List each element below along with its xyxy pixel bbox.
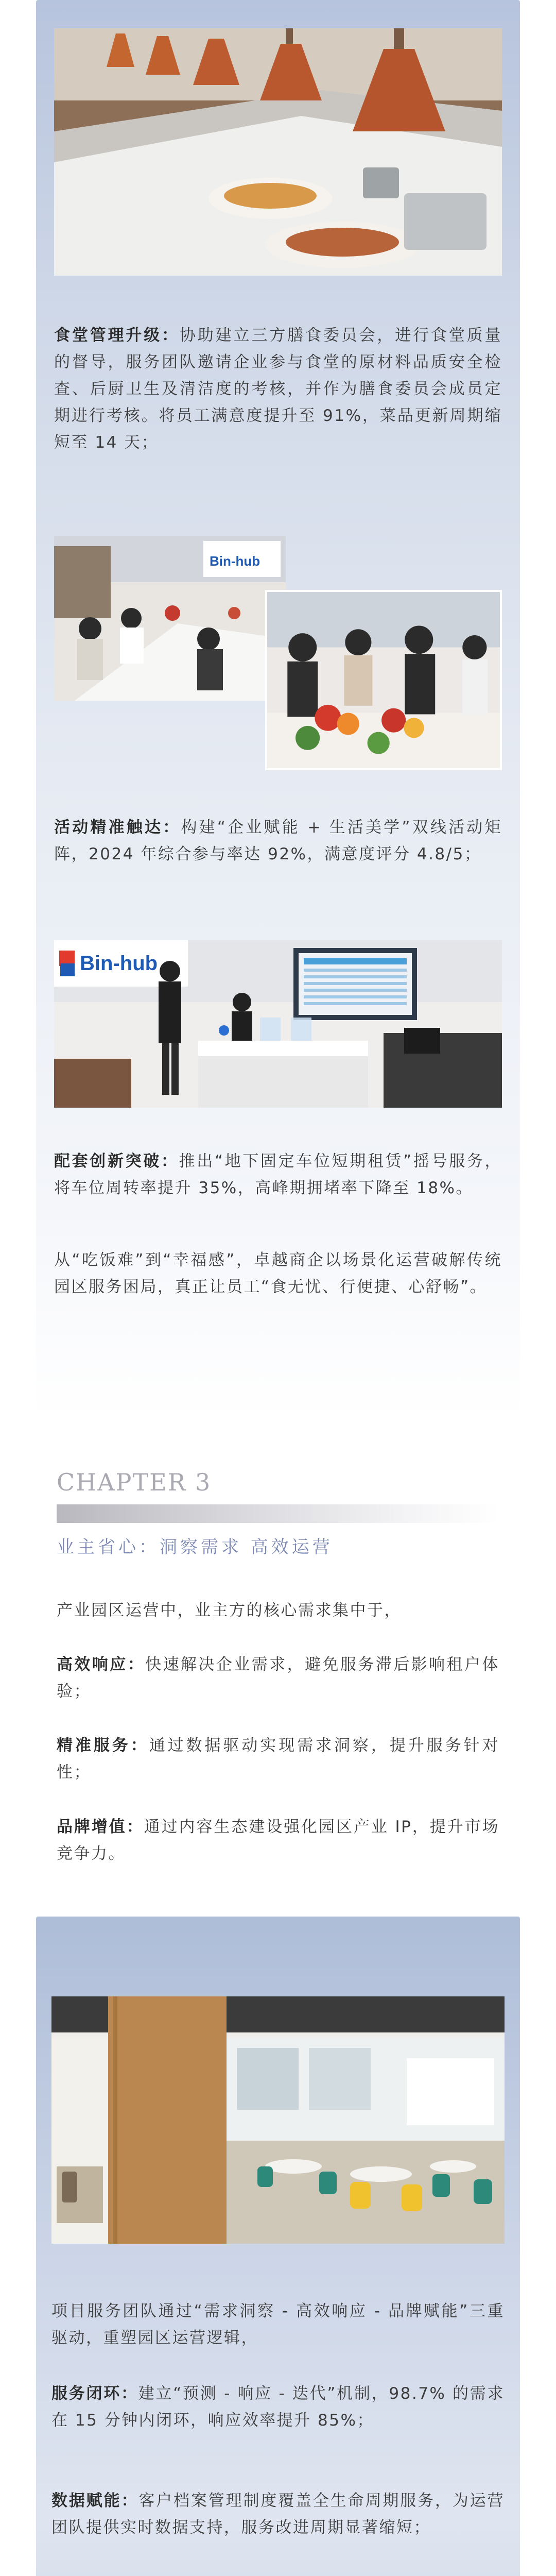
binhub-wall-logo: Bin-hub (210, 553, 260, 569)
team-drive-intro-text: 项目服务团队通过“需求洞察 - 高效响应 - 品牌赋能”三重驱动，重塑园区运营逻辑， (51, 2302, 505, 2347)
data-empower-lead: 数据赋能： (51, 2492, 139, 2510)
service-loop-body: 建立“预测 - 响应 - 迭代”机制，98.7% 的需求在 15 分钟内闭环，响应效率提升 85%； (51, 2384, 505, 2430)
chapter-subtitle: 业主省心：洞察需求 高效运营 (57, 1537, 333, 1557)
parking-innovation-body: 推出“地下固定车位短期租赁”摇号服务，将车位周转率提升 35%，高峰期拥堵率下降至 18%。 (54, 1152, 502, 1197)
data-empower-body: 客户档案管理制度覆盖全生命周期服务，为运营团队提供实时数据支持，服务改进周期显著缩短； (51, 2492, 505, 2537)
owner-need-efficient-response (57, 1651, 499, 1705)
feature-card-canteen (36, 0, 520, 1417)
efficient-response-lead: 高效响应： (57, 1655, 146, 1674)
parking-innovation-lead: 配套创新突破： (54, 1152, 179, 1171)
efficient-response-body: 快速解决企业需求，避免服务滞后影响租户体验； (57, 1655, 499, 1701)
team-drive-intro (51, 2298, 505, 2351)
summary-text: 从“吃饭难”到“幸福感”，卓越商企以场景化运营破解传统园区服务困局，真正让员工“食无忧、行便捷、心舒畅”。 (54, 1251, 502, 1296)
activity-photo-flowers (265, 590, 502, 770)
canteen-upgrade-lead: 食堂管理升级： (54, 326, 180, 345)
parking-innovation-paragraph (54, 1148, 502, 1201)
owner-need-brand-value (57, 1814, 499, 1867)
parking-lottery-photo (54, 940, 502, 1108)
activity-reach-paragraph (54, 814, 502, 868)
canteen-upgrade-body: 协助建立三方膳食委员会，进行食堂质量的督导，服务团队邀请企业参与食堂的原材料品质安全检查、后厨卫生及清洁度的考核，并作为膳食委员会成员定期进行考核。将员工满意度提升至 91%，菜品更新周期缩短至 14 天； (54, 326, 502, 452)
service-loop-lead: 服务闭环： (51, 2384, 138, 2403)
precise-service-lead: 精准服务： (57, 1736, 149, 1755)
data-empower-paragraph (51, 2487, 505, 2541)
activity-reach-lead: 活动精准触达： (54, 818, 181, 837)
precise-service-body: 通过数据驱动实现需求洞察，提升服务针对性； (57, 1736, 500, 1782)
owner-needs-intro-text: 产业园区运营中，业主方的核心需求集中于， (57, 1601, 402, 1620)
owner-needs-intro (57, 1597, 499, 1624)
brand-value-lead: 品牌增值： (57, 1818, 144, 1836)
activity-photo-table (54, 536, 286, 701)
summary-paragraph (54, 1247, 502, 1300)
owner-need-precise-service (57, 1732, 499, 1786)
chapter-title: CHAPTER 3 (57, 1468, 212, 1496)
binhub-brand-logo: Bin-hub (80, 952, 158, 975)
canteen-buffet-photo (54, 28, 502, 276)
activity-reach-body: 构建“企业赋能 + 生活美学”双线活动矩阵，2024 年综合参与率达 92%，满意度评分 4.8/5； (54, 818, 502, 863)
service-loop-paragraph (51, 2380, 505, 2434)
feature-card-operations (36, 1917, 520, 2576)
office-lounge-photo (51, 1996, 505, 2244)
canteen-upgrade-paragraph (54, 322, 502, 456)
chapter-divider-bar (57, 1504, 499, 1523)
brand-value-body: 通过内容生态建设强化园区产业 IP，提升市场竞争力。 (57, 1818, 499, 1863)
